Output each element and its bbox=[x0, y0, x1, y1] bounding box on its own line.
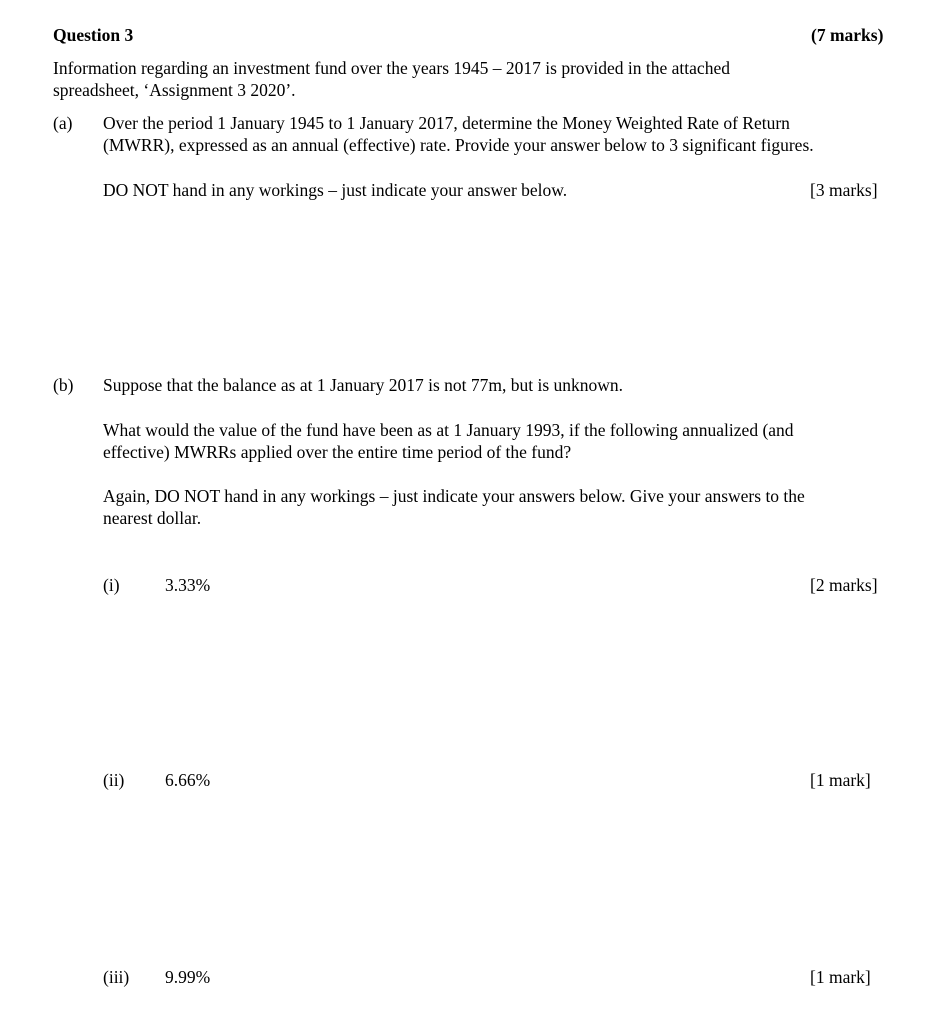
part-b-line-1: Suppose that the balance as at 1 January 2017 is not 77m, but is unknown. bbox=[103, 375, 624, 395]
question-title: Question 3 bbox=[53, 25, 134, 45]
subpart-iii-marks: [1 mark] bbox=[810, 967, 871, 987]
subpart-iii-label: (iii) bbox=[103, 967, 130, 987]
subpart-iii-rate: 9.99% bbox=[165, 967, 211, 987]
part-a-marks: [3 marks] bbox=[810, 180, 878, 200]
intro-line-2: spreadsheet, ‘Assignment 3 2020’. bbox=[53, 80, 296, 100]
part-a-instruction: DO NOT hand in any workings – just indicate your answer below. bbox=[103, 180, 568, 200]
part-a-line-1: Over the period 1 January 1945 to 1 January 2017, determine the Money Weighted Rate of Return bbox=[103, 113, 790, 133]
intro-line-1: Information regarding an investment fund over the years 1945 – 2017 is provided in the attached bbox=[53, 58, 730, 78]
part-a-label: (a) bbox=[53, 113, 73, 133]
subpart-i-marks: [2 marks] bbox=[810, 575, 878, 595]
subpart-i-label: (i) bbox=[103, 575, 120, 595]
part-b-para3-line-2: nearest dollar. bbox=[103, 508, 202, 528]
question-total-marks: (7 marks) bbox=[811, 25, 884, 45]
part-b-para2-line-2: effective) MWRRs applied over the entire time period of the fund? bbox=[103, 442, 572, 462]
subpart-ii-marks: [1 mark] bbox=[810, 770, 871, 790]
subpart-ii-rate: 6.66% bbox=[165, 770, 211, 790]
part-b-label: (b) bbox=[53, 375, 74, 395]
part-b-para2-line-1: What would the value of the fund have been as at 1 January 1993, if the following annualized (and bbox=[103, 420, 794, 440]
part-b-para3-line-1: Again, DO NOT hand in any workings – just indicate your answers below. Give your answers to the bbox=[103, 486, 805, 506]
subpart-i-rate: 3.33% bbox=[165, 575, 211, 595]
subpart-ii-label: (ii) bbox=[103, 770, 125, 790]
part-a-line-2: (MWRR), expressed as an annual (effective) rate. Provide your answer below to 3 significant figures. bbox=[103, 135, 814, 155]
